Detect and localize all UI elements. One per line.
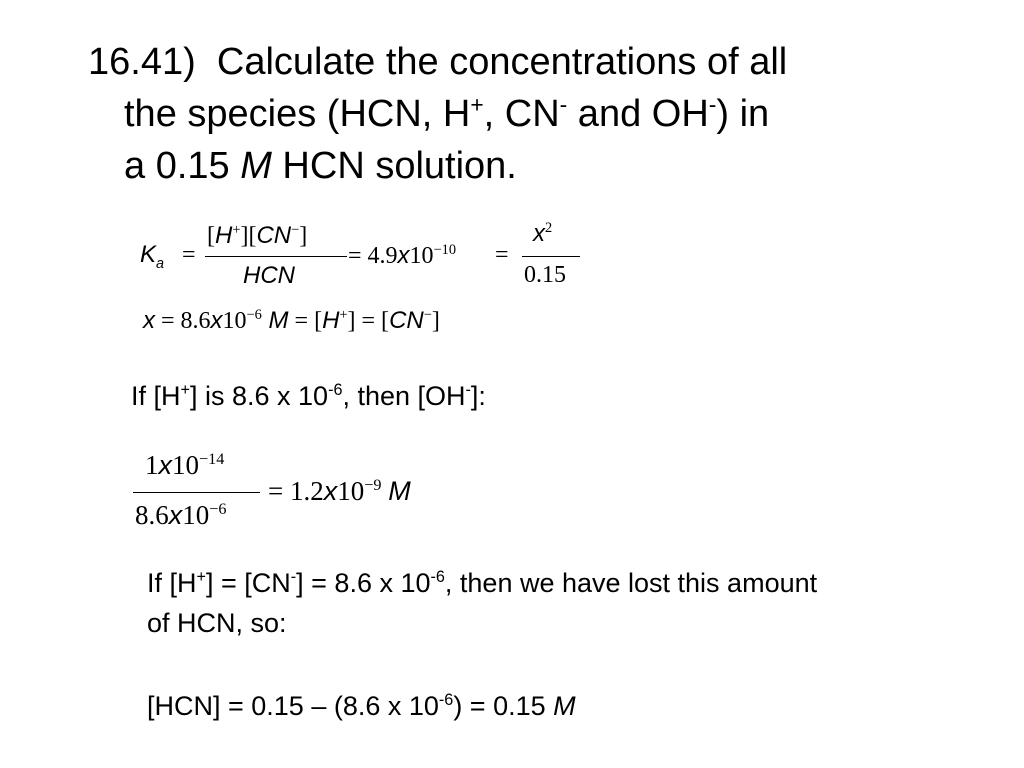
molarity-symbol: M (388, 476, 411, 506)
text-run: ]: (470, 381, 486, 411)
superscript: 2 (545, 220, 553, 236)
text-run: 10 (222, 308, 247, 334)
oh-question (131, 378, 486, 414)
superscript: −6 (209, 500, 227, 518)
superscript: - (465, 381, 471, 399)
superscript: - (290, 568, 297, 586)
text-run: ] = [CN (205, 568, 291, 598)
text-run: the species (HCN, H (124, 93, 471, 135)
text-run: ] (431, 308, 440, 334)
hcn-lost-text-line2: of HCN, so: (147, 608, 287, 638)
superscript: -6 (438, 691, 454, 709)
text-run: x (210, 307, 223, 334)
text-run: , CN (483, 93, 560, 135)
ka-rhs-denominator: 0.15 (524, 262, 566, 288)
text-run: 8.6 (135, 500, 169, 530)
text-run: If [H (147, 568, 197, 598)
oh-fraction-bar (133, 492, 260, 493)
oh-numerator (145, 450, 224, 481)
text-run: K (140, 241, 157, 268)
ka-rhs-numerator (533, 220, 552, 248)
text-run: M (261, 307, 289, 334)
ka-fraction-bar (205, 256, 347, 257)
text-run: ] = 8.6 x 10 (296, 568, 431, 598)
ka-symbol (140, 241, 165, 272)
text-run: = 1.2 (268, 476, 324, 506)
superscript: −10 (433, 242, 457, 258)
superscript: −6 (246, 307, 262, 323)
superscript: -6 (328, 381, 343, 399)
problem-line1: Calculate the concentrations of all (216, 41, 788, 83)
text-run: = 4.9 (348, 243, 398, 269)
text-run: , then [OH (342, 381, 466, 411)
superscript: + (196, 568, 206, 586)
superscript: + (232, 222, 241, 238)
molarity-symbol: M (553, 691, 576, 721)
ka-value (348, 242, 456, 270)
superscript: -6 (430, 568, 445, 586)
text-run: CN (256, 222, 292, 249)
text-run: = [ (288, 308, 323, 334)
superscript: + (180, 381, 190, 399)
text-run: a 0.15 (124, 145, 241, 187)
problem-line3 (124, 142, 517, 190)
ka-equals: = (182, 242, 196, 268)
text-run: x (168, 500, 183, 530)
text-run: H (215, 222, 233, 249)
ka-equals-2: = (495, 242, 509, 268)
ka-rhs-fraction-bar (522, 256, 580, 257)
text-run: ) in (716, 93, 770, 135)
text-run: If [H (131, 381, 181, 411)
text-run: x (143, 307, 155, 334)
text-run: x (397, 242, 410, 269)
oh-result (268, 476, 411, 507)
problem-line2 (124, 90, 769, 138)
superscript: - (708, 91, 717, 118)
bracket: [ (207, 223, 215, 249)
text-run: 10 (182, 500, 210, 530)
text-run: 10 (172, 450, 199, 480)
hcn-final (147, 688, 576, 724)
problem-title (88, 38, 787, 86)
text-run: x (533, 220, 545, 247)
text-run: ] = [ (347, 308, 390, 334)
superscript: −9 (364, 476, 382, 494)
text-run: , then we have lost this amount (444, 568, 818, 598)
text-run: ) = 0.15 (453, 691, 554, 721)
oh-denominator (135, 500, 226, 531)
text-run: x (323, 476, 338, 506)
problem-number: 16.41) (88, 41, 196, 83)
bracket: ] (299, 223, 308, 249)
superscript: + (470, 91, 484, 118)
superscript: + (339, 307, 348, 323)
x-equation (143, 307, 440, 335)
text-run: and OH (567, 93, 709, 135)
superscript: − (291, 222, 300, 238)
superscript: - (559, 91, 568, 118)
text-run: x (158, 450, 172, 480)
text-run: HCN solution. (271, 145, 517, 187)
text-run: ] is 8.6 x 10 (189, 381, 329, 411)
ka-numerator (207, 222, 307, 250)
text-run: [HCN] = 0.15 – (8.6 x 10 (147, 691, 439, 721)
text-run: H (322, 307, 340, 334)
text-run: 1 (145, 450, 159, 480)
text-run: CN (389, 307, 424, 334)
text-run: = 8.6 (155, 308, 211, 334)
subscript: a (156, 255, 165, 272)
hcn-lost-text (147, 565, 817, 601)
molarity-symbol: M (240, 145, 272, 187)
text-run: 10 (337, 476, 365, 506)
text-run: 10 (409, 243, 434, 269)
ka-denominator: HCN (243, 262, 295, 289)
superscript: − (423, 307, 432, 323)
bracket: ][ (240, 223, 257, 249)
superscript: −14 (199, 450, 225, 468)
